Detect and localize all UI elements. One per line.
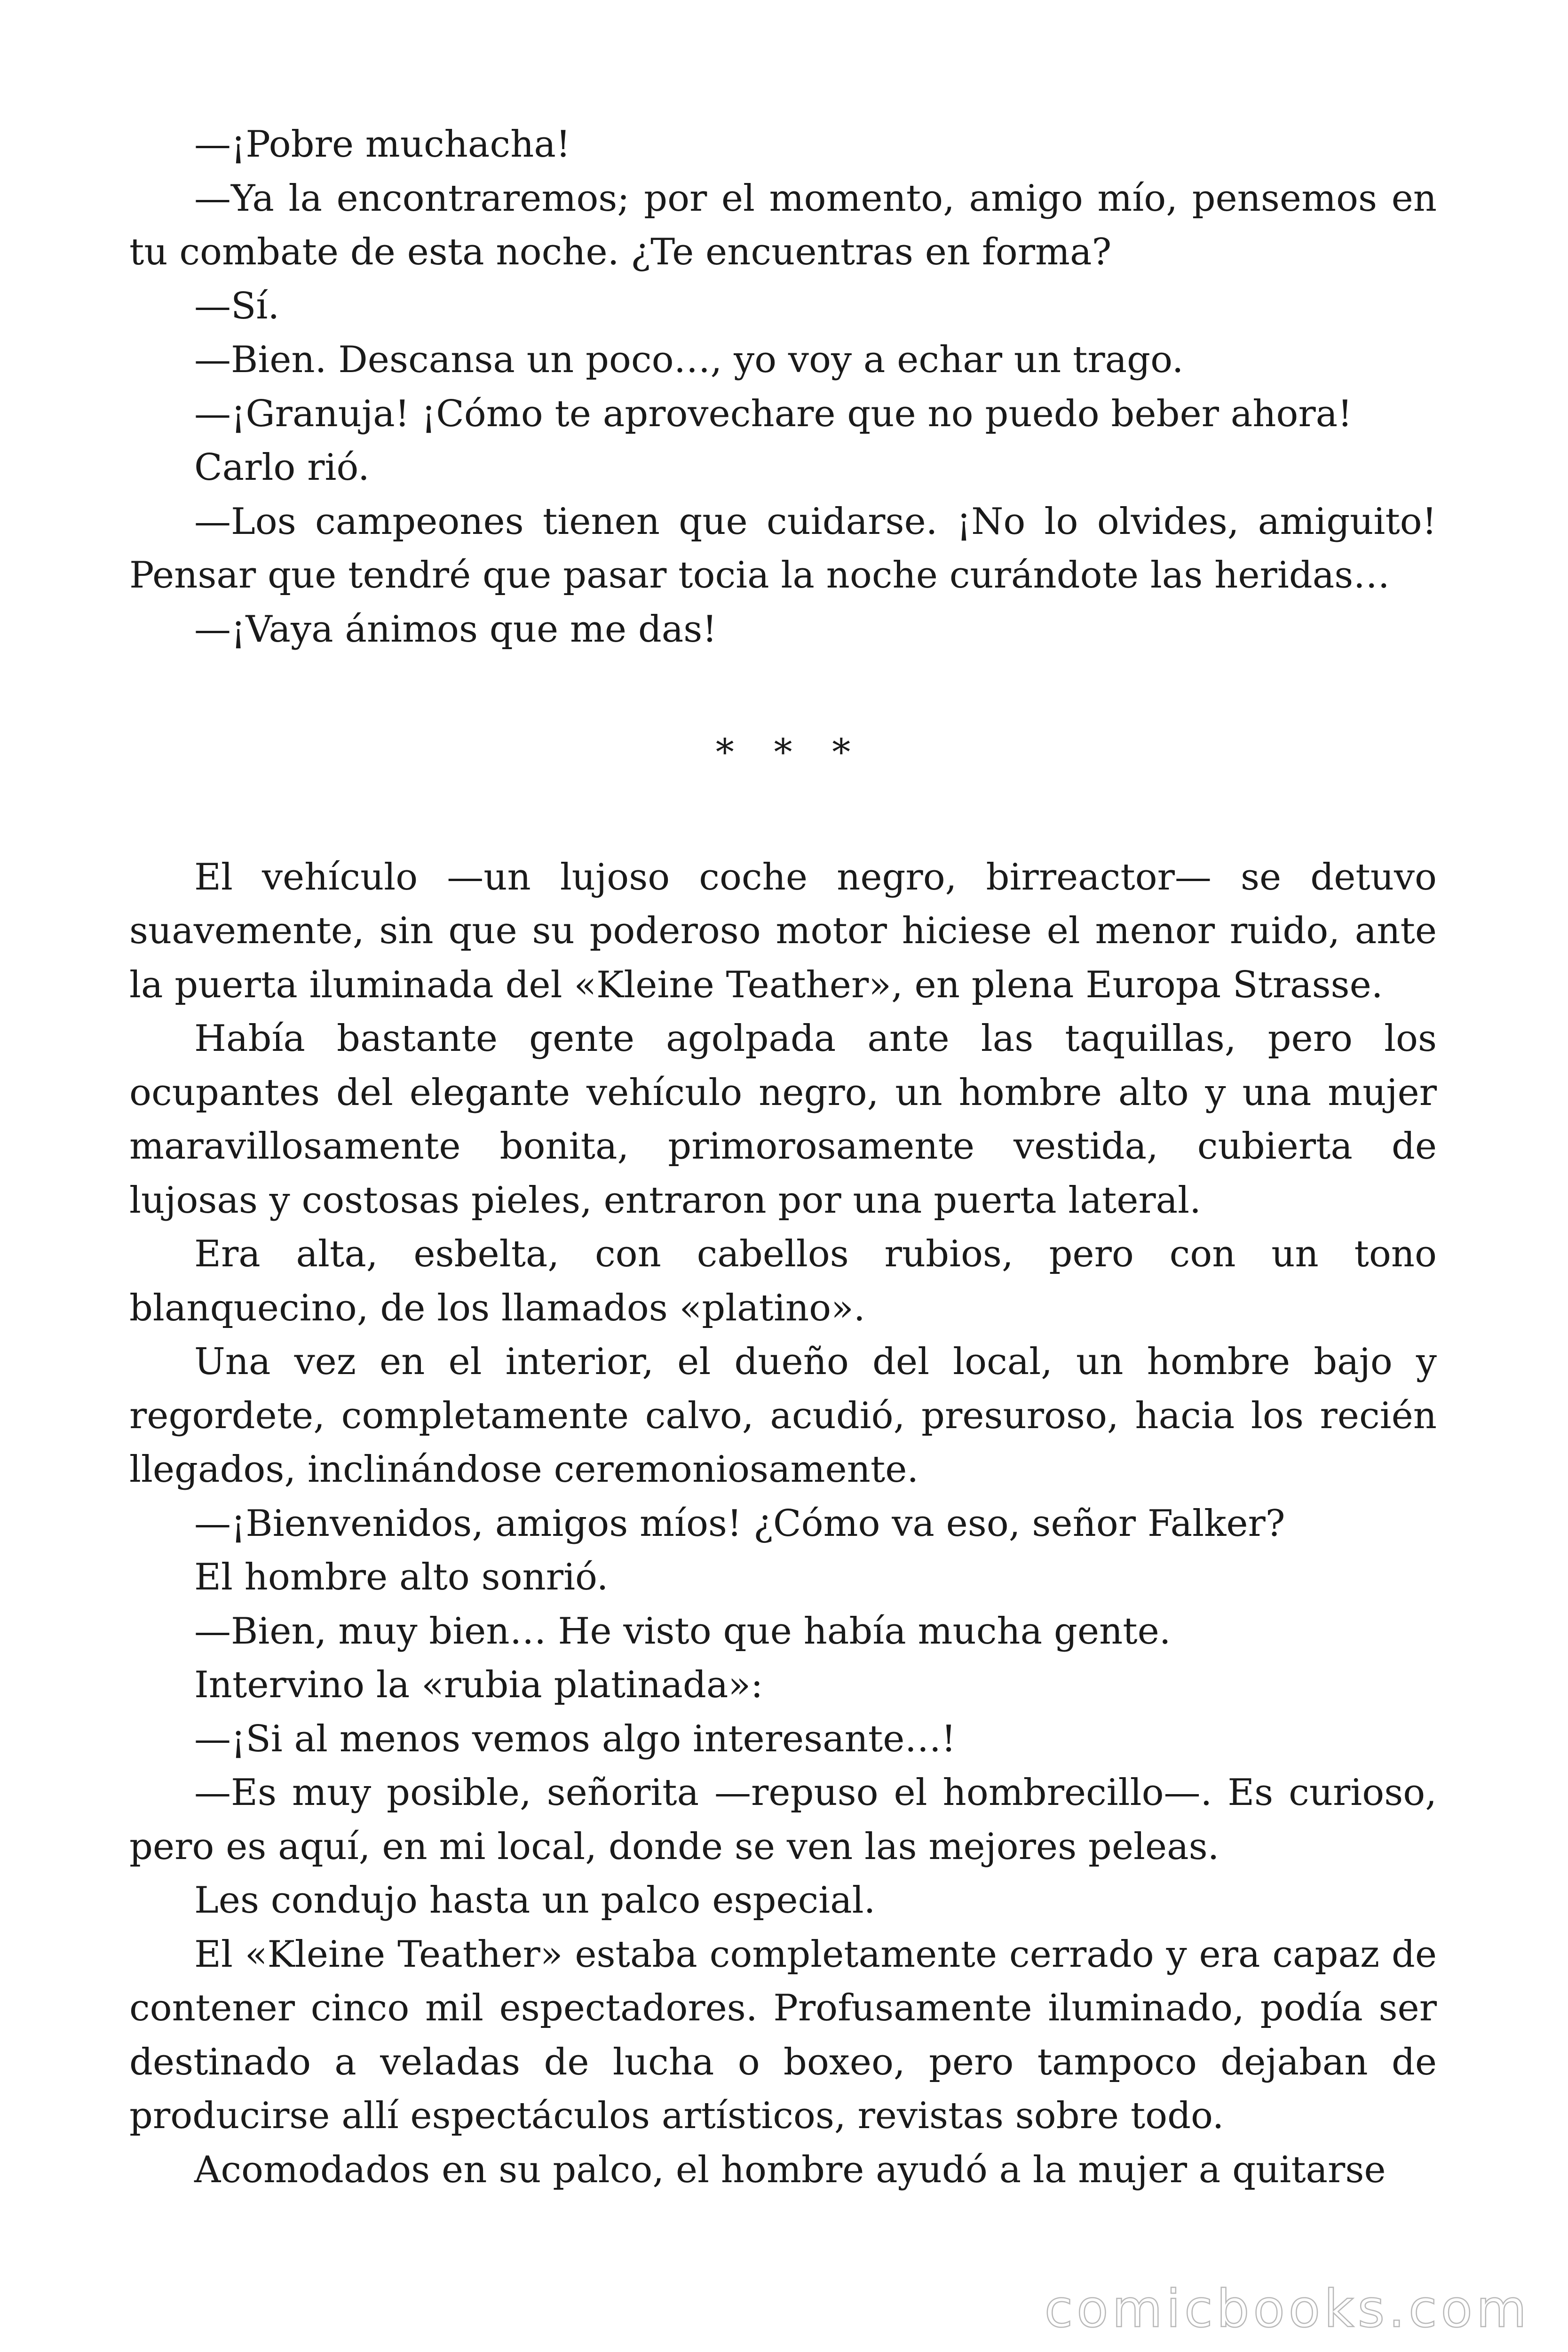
paragraph: Una vez en el interior, el dueño del local, un hombre bajo y regordete, completamente calvo, acudió, presuroso, hacia los recién llegados, inclinándose ceremoniosamente. (129, 1341, 1437, 1491)
paragraph: —¡Si al menos vemos algo interesante…! (194, 1717, 956, 1760)
paragraph: —Sí. (194, 285, 280, 327)
paragraph: El vehículo —un lujoso coche negro, birreactor— se detuvo suavemente, sin que su poderoso motor hiciese el menor ruido, ante la puerta iluminada del «Kleine Teather», en plena Europa Strasse. (129, 856, 1437, 1006)
paragraph: Les condujo hasta un palco especial. (194, 1879, 876, 1922)
watermark: comicbooks.com (1044, 2279, 1530, 2339)
paragraph: —¡Vaya ánimos que me das! (194, 608, 717, 651)
book-page (129, 118, 1437, 2197)
section-two (129, 850, 1437, 2197)
paragraph: —¡Bienvenidos, amigos míos! ¿Cómo va eso, señor Falker? (194, 1502, 1285, 1545)
paragraph: —Bien. Descansa un poco…, yo voy a echar un trago. (194, 339, 1184, 381)
section-one (129, 118, 1437, 656)
paragraph: Intervino la «rubia platinada»: (194, 1664, 763, 1706)
paragraph: Carlo rió. (194, 446, 370, 489)
section-separator: * * * (715, 731, 865, 774)
paragraph: Era alta, esbelta, con cabellos rubios, pero con un tono blanquecino, de los llamados «platino». (129, 1233, 1437, 1329)
paragraph: El hombre alto sonrió. (194, 1556, 609, 1598)
paragraph: Había bastante gente agolpada ante las taquillas, pero los ocupantes del elegante vehículo negro, un hombre alto y una mujer maravillosamente bonita, primorosamente vestida, cubierta de lujosas y costosas pieles, entraron por una puerta lateral. (129, 1017, 1437, 1222)
paragraph: —Bien, muy bien… He visto que había mucha gente. (194, 1610, 1171, 1653)
paragraph: —Ya la encontraremos; por el momento, amigo mío, pensemos en tu combate de esta noche. ¿Te encuentras en forma? (129, 177, 1437, 273)
paragraph: —¡Pobre muchacha! (194, 123, 571, 166)
paragraph: —Es muy posible, señorita —repuso el hombrecillo—. Es curioso, pero es aquí, en mi local, donde se ven las mejores peleas. (129, 1772, 1437, 1868)
paragraph-last-line: Acomodados en su palco, el hombre ayudó a la mujer a quitarse (194, 2148, 1386, 2191)
paragraph: —Los campeones tienen que cuidarse. ¡No lo olvides, amiguito! Pensar que tendré que pasar tocia la noche curándote las heridas… (129, 500, 1437, 596)
paragraph: El «Kleine Teather» estaba completamente cerrado y era capaz de contener cinco mil espectadores. Profusamente iluminado, podía ser destinado a veladas de lucha o boxeo, pero tampoco dejaban de producirse allí espectáculos artísticos, revistas sobre todo. (129, 1933, 1437, 2137)
paragraph: —¡Granuja! ¡Cómo te aprovechare que no puedo beber ahora! (194, 392, 1353, 435)
